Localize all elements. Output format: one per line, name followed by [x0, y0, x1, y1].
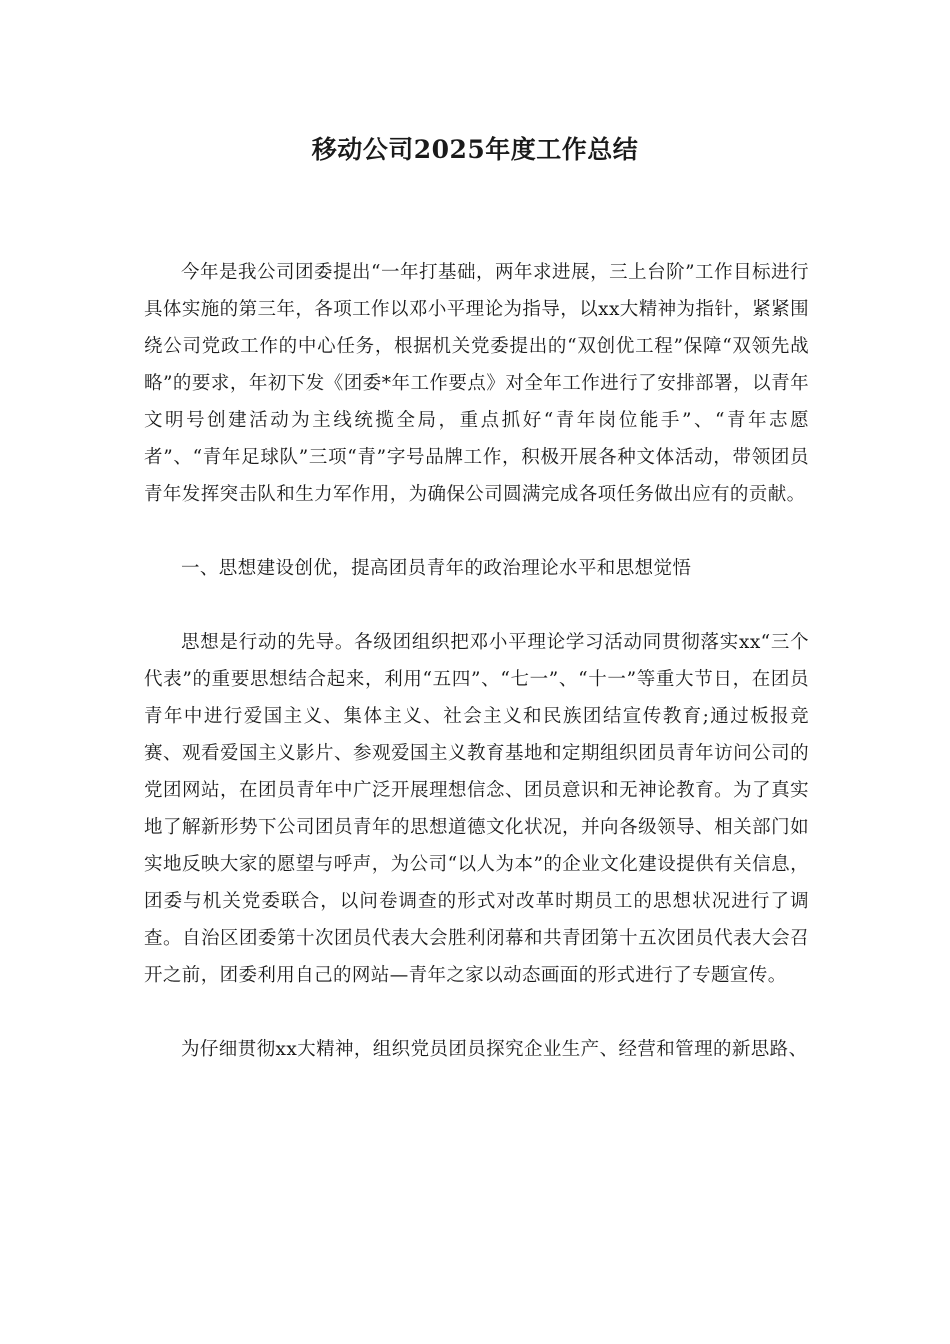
- section-heading-1: 一、思想建设创优，提高团员青年的政治理论水平和思想觉悟: [181, 558, 692, 579]
- document-body: [144, 254, 809, 1068]
- document-title: 移动公司2025年度工作总结: [311, 135, 639, 164]
- intro-paragraph: 今年是我公司团委提出“一年打基础，两年求进展，三上台阶”工作目标进行具体实施的第三年，各项工作以邓小平理论为指导，以xx大精神为指针，紧紧围绕公司党政工作的中心任务，根据机关党委提出的“双创优工程”保障“双领先战略”的要求，年初下发《团委*年工作要点》对全年工作进行了安排部署，以青年文明号创建活动为主线统揽全局，重点抓好“青年岗位能手”、“青年志愿者”、“青年足球队”三项“青”字号品牌工作，积极开展各种文体活动，带领团员青年发挥突击队和生力军作用，为确保公司圆满完成各项任务做出应有的贡献。: [144, 262, 809, 505]
- section-1-paragraph-1: 思想是行动的先导。各级团组织把邓小平理论学习活动同贯彻落实xx“三个代表”的重要思想结合起来，利用“五四”、“七一”、“十一”等重大节日，在团员青年中进行爱国主义、集体主义、社会主义和民族团结宣传教育;通过板报竞赛、观看爱国主义影片、参观爱国主义教育基地和定期组织团员青年访问公司的党团网站，在团员青年中广泛开展理想信念、团员意识和无神论教育。为了真实地了解新形势下公司团员青年的思想道德文化状况，并向各级领导、相关部门如实地反映大家的愿望与呼声，为公司“以人为本”的企业文化建设提供有关信息，团委与机关党委联合，以问卷调查的形式对改革时期员工的思想状况进行了调查。自治区团委第十次团员代表大会胜利闭幕和共青团第十五次团员代表大会召开之前，团委利用自己的网站—青年之家以动态画面的形式进行了专题宣传。: [144, 632, 809, 986]
- section-1-paragraph-2: 为仔细贯彻xx大精神，组织党员团员探究企业生产、经营和管理的新思路、: [181, 1039, 808, 1060]
